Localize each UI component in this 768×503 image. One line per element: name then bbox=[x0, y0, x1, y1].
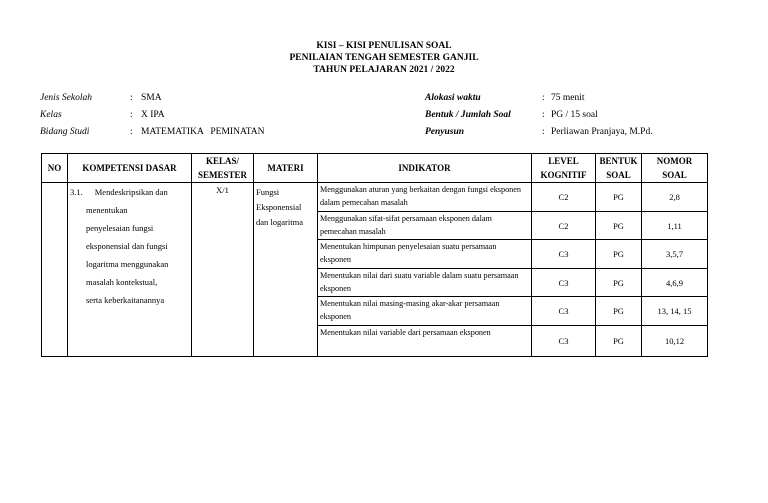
kd-number: 3.1. bbox=[70, 187, 83, 197]
cell-level-kognitif: C2 bbox=[532, 183, 596, 212]
info-colon: : bbox=[130, 110, 133, 120]
cell-indikator: Menggunakan aturan yang berkaitan dengan fungsi eksponen dalam pemecahan masalah bbox=[318, 183, 532, 212]
cell-nomor-soal: 2,8 bbox=[642, 183, 708, 212]
header-level-line1: LEVEL bbox=[548, 156, 579, 166]
kisi-kisi-table bbox=[41, 153, 708, 357]
cell-bentuk-soal: PG bbox=[596, 240, 642, 269]
cell-bentuk-soal: PG bbox=[596, 212, 642, 240]
header-kelas-line2: SEMESTER bbox=[197, 170, 248, 180]
header-nomor-line1: NOMOR bbox=[656, 156, 693, 166]
header-bentuk-soal bbox=[596, 154, 642, 183]
info-colon: : bbox=[130, 127, 133, 137]
cell-nomor-soal: 1,11 bbox=[642, 212, 708, 240]
cell-kelas-semester: X/1 bbox=[192, 183, 254, 357]
info-label-jenis-sekolah: Jenis Sekolah bbox=[40, 93, 92, 103]
header-kompetensi-dasar: KOMPETENSI DASAR bbox=[68, 154, 192, 183]
cell-bentuk-soal: PG bbox=[596, 269, 642, 297]
cell-level-kognitif: C2 bbox=[532, 212, 596, 240]
header-nomor-line2: SOAL bbox=[662, 170, 687, 180]
cell-indikator: Menentukan nilai variable dari persamaan eksponen bbox=[318, 326, 532, 357]
table-row bbox=[42, 183, 708, 212]
cell-level-kognitif: C3 bbox=[532, 269, 596, 297]
header-materi: MATERI bbox=[254, 154, 318, 183]
kd-line bbox=[70, 183, 189, 201]
cell-indikator: Menggunakan sifat-sifat persamaan eksponen dalam pemecahan masalah bbox=[318, 212, 532, 240]
header-bentuk-line1: BENTUK bbox=[599, 156, 638, 166]
document-title-line1: KISI – KISI PENULISAN SOAL bbox=[316, 41, 452, 51]
cell-bentuk-soal: PG bbox=[596, 297, 642, 326]
cell-no bbox=[42, 183, 68, 357]
kd-line: penyelesaian fungsi bbox=[86, 223, 154, 233]
cell-indikator: Menentukan nilai masing-masing akar-akar persamaan eksponen bbox=[318, 297, 532, 326]
kd-line: masalah kontekstual, bbox=[86, 277, 158, 287]
info-colon: : bbox=[542, 127, 545, 137]
cell-level-kognitif: C3 bbox=[532, 240, 596, 269]
info-value-penyusun: Perliawan Pranjaya, M.Pd. bbox=[551, 127, 653, 137]
header-level-kognitif bbox=[532, 154, 596, 183]
kd-line: eksponensial dan fungsi bbox=[86, 241, 168, 251]
kd-line: logaritma menggunakan bbox=[86, 259, 169, 269]
info-value-bidang-studi: MATEMATIKA PEMINATAN bbox=[141, 127, 265, 137]
cell-nomor-soal: 13, 14, 15 bbox=[642, 297, 708, 326]
cell-nomor-soal: 4,6,9 bbox=[642, 269, 708, 297]
cell-nomor-soal: 10,12 bbox=[642, 326, 708, 357]
table-header-row bbox=[42, 154, 708, 183]
cell-nomor-soal: 3,5,7 bbox=[642, 240, 708, 269]
header-level-line2: KOGNITIF bbox=[540, 170, 587, 180]
info-label-penyusun: Penyusun bbox=[425, 127, 465, 137]
materi-line: dan logaritma bbox=[256, 217, 303, 227]
header-no: NO bbox=[42, 154, 68, 183]
cell-materi bbox=[254, 183, 318, 357]
info-label-bentuk-jumlah-soal: Bentuk / Jumlah Soal bbox=[425, 110, 511, 120]
cell-level-kognitif: C3 bbox=[532, 297, 596, 326]
header-nomor-soal bbox=[642, 154, 708, 183]
kd-line: serta keberkaitanannya bbox=[86, 295, 165, 305]
header-kelas-semester bbox=[192, 154, 254, 183]
info-colon: : bbox=[130, 93, 133, 103]
info-value-kelas: X IPA bbox=[141, 110, 165, 120]
cell-bentuk-soal: PG bbox=[596, 183, 642, 212]
document-title-line3: TAHUN PELAJARAN 2021 / 2022 bbox=[313, 65, 455, 75]
info-value-alokasi-waktu: 75 menit bbox=[551, 93, 585, 103]
cell-kompetensi-dasar bbox=[68, 183, 192, 357]
kd-line: menentukan bbox=[86, 205, 128, 215]
cell-indikator: Menentukan himpunan penyelesaian suatu persamaan eksponen bbox=[318, 240, 532, 269]
kd-text: Mendeskripsikan dan bbox=[94, 187, 168, 197]
materi-line: Eksponensial bbox=[256, 202, 302, 212]
cell-indikator: Menentukan nilai dari suatu variable dalam suatu persamaan eksponen bbox=[318, 269, 532, 297]
materi-line: Fungsi bbox=[256, 187, 280, 197]
info-colon: : bbox=[542, 93, 545, 103]
info-label-alokasi-waktu: Alokasi waktu bbox=[425, 93, 481, 103]
header-kelas-line1: KELAS/ bbox=[205, 156, 239, 166]
cell-bentuk-soal: PG bbox=[596, 326, 642, 357]
info-colon: : bbox=[542, 110, 545, 120]
document-title-line2: PENILAIAN TENGAH SEMESTER GANJIL bbox=[289, 53, 479, 63]
info-label-bidang-studi: Bidang Studi bbox=[40, 127, 90, 137]
info-value-jenis-sekolah: SMA bbox=[141, 93, 162, 103]
info-label-kelas: Kelas bbox=[40, 110, 62, 120]
header-bentuk-line2: SOAL bbox=[606, 170, 631, 180]
cell-level-kognitif: C3 bbox=[532, 326, 596, 357]
header-indikator: INDIKATOR bbox=[318, 154, 532, 183]
info-value-bentuk-jumlah-soal: PG / 15 soal bbox=[551, 110, 598, 120]
